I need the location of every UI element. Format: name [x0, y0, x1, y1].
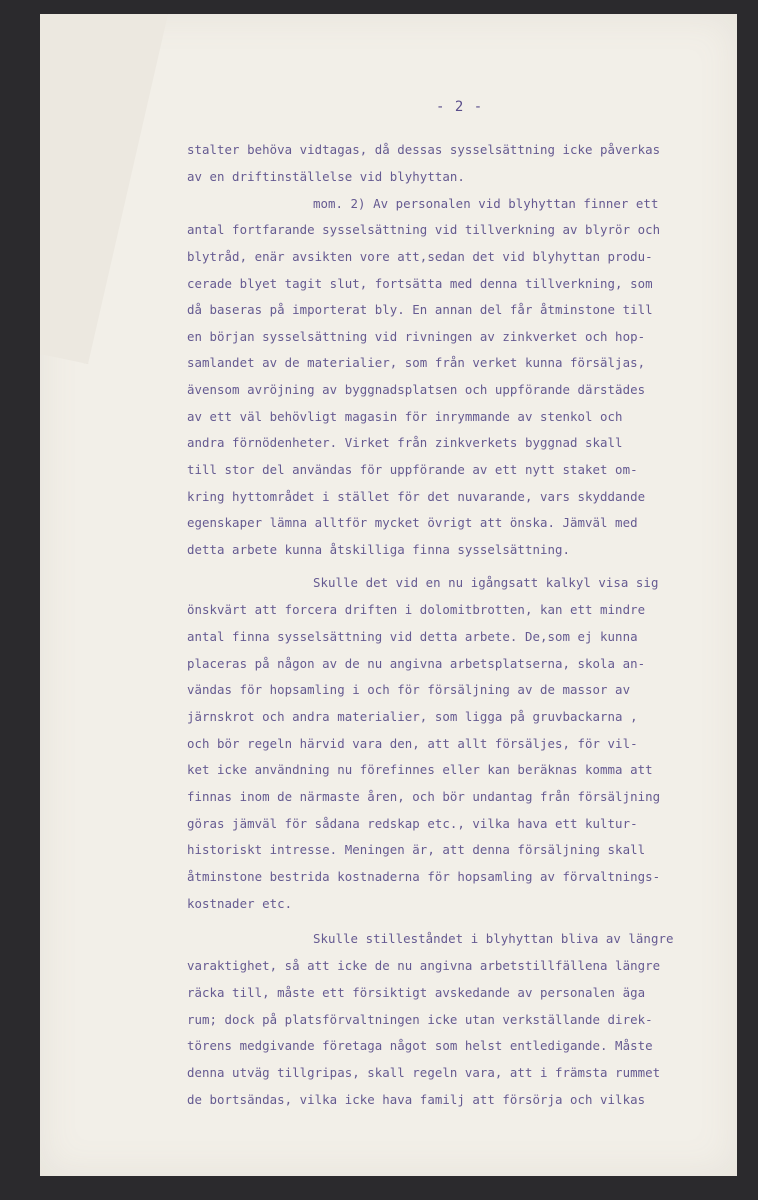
text-line: placeras på någon av de nu angivna arbetsplatserna, skola an-: [187, 656, 646, 671]
text-line: finnas inom de närmaste åren, och bör undantag från försäljning: [187, 789, 661, 804]
text-line: av en driftinställelse vid blyhyttan.: [187, 169, 465, 184]
text-line: vändas för hopsamling i och för försäljning av de massor av: [187, 682, 631, 697]
text-line: då baseras på importerat bly. En annan del får åtminstone till: [187, 302, 653, 317]
text-line: denna utväg tillgripas, skall regeln vara, att i främsta rummet: [187, 1065, 661, 1080]
text-line: kring hyttområdet i stället för det nuvarande, vars skyddande: [187, 489, 646, 504]
text-line: blytråd, enär avsikten vore att,sedan det vid blyhyttan produ-: [187, 249, 653, 264]
text-line: önskvärt att forcera driften i dolomitbrotten, kan ett mindre: [187, 602, 646, 617]
text-line: Skulle det vid en nu igångsatt kalkyl visa sig: [313, 575, 659, 590]
text-line: Skulle stilleståndet i blyhyttan bliva av längre: [313, 931, 674, 946]
text-line: åtminstone bestrida kostnaderna för hopsamling av förvaltnings-: [187, 869, 661, 884]
text-line: historiskt intresse. Meningen är, att denna försäljning skall: [187, 842, 646, 857]
text-line: andra förnödenheter. Virket från zinkverkets byggnad skall: [187, 435, 623, 450]
text-line: till stor del användas för uppförande av ett nytt staket om-: [187, 462, 638, 477]
text-line: kostnader etc.: [187, 896, 293, 911]
text-line: och bör regeln härvid vara den, att allt försäljes, för vil-: [187, 736, 638, 751]
text-line: de bortsändas, vilka icke hava familj att försörja och vilkas: [187, 1092, 646, 1107]
text-line: av ett väl behövligt magasin för inrymmande av stenkol och: [187, 409, 623, 424]
text-line: stalter behöva vidtagas, då dessas sysselsättning icke påverkas: [187, 142, 661, 157]
folded-corner: [40, 14, 170, 364]
text-line: göras jämväl för sådana redskap etc., vilka hava ett kultur-: [187, 816, 638, 831]
text-line: törens medgivande företaga något som helst entledigande. Måste: [187, 1038, 653, 1053]
text-line: rum; dock på platsförvaltningen icke utan verkställande direk-: [187, 1012, 653, 1027]
text-line: räcka till, måste ett försiktigt avskedande av personalen äga: [187, 985, 646, 1000]
text-line: cerade blyet tagit slut, fortsätta med denna tillverkning, som: [187, 276, 653, 291]
text-line: varaktighet, så att icke de nu angivna arbetstillfällena längre: [187, 958, 661, 973]
text-line: detta arbete kunna åtskilliga finna sysselsättning.: [187, 542, 570, 557]
text-line: antal finna sysselsättning vid detta arbete. De,som ej kunna: [187, 629, 638, 644]
document-page: [40, 14, 737, 1176]
text-line: samlandet av de materialier, som från verket kunna försäljas,: [187, 355, 646, 370]
text-line: egenskaper lämna alltför mycket övrigt att önska. Jämväl med: [187, 515, 638, 530]
text-line: antal fortfarande sysselsättning vid tillverkning av blyrör och: [187, 222, 661, 237]
text-line: en början sysselsättning vid rivningen av zinkverket och hop-: [187, 329, 646, 344]
page-number: - 2 -: [436, 99, 484, 115]
text-line: ävensom avröjning av byggnadsplatsen och uppförande därstädes: [187, 382, 646, 397]
text-line: ket icke användning nu förefinnes eller kan beräknas komma att: [187, 762, 653, 777]
text-line: järnskrot och andra materialier, som ligga på gruvbackarna ,: [187, 709, 638, 724]
text-line: mom. 2) Av personalen vid blyhyttan finner ett: [313, 196, 659, 211]
